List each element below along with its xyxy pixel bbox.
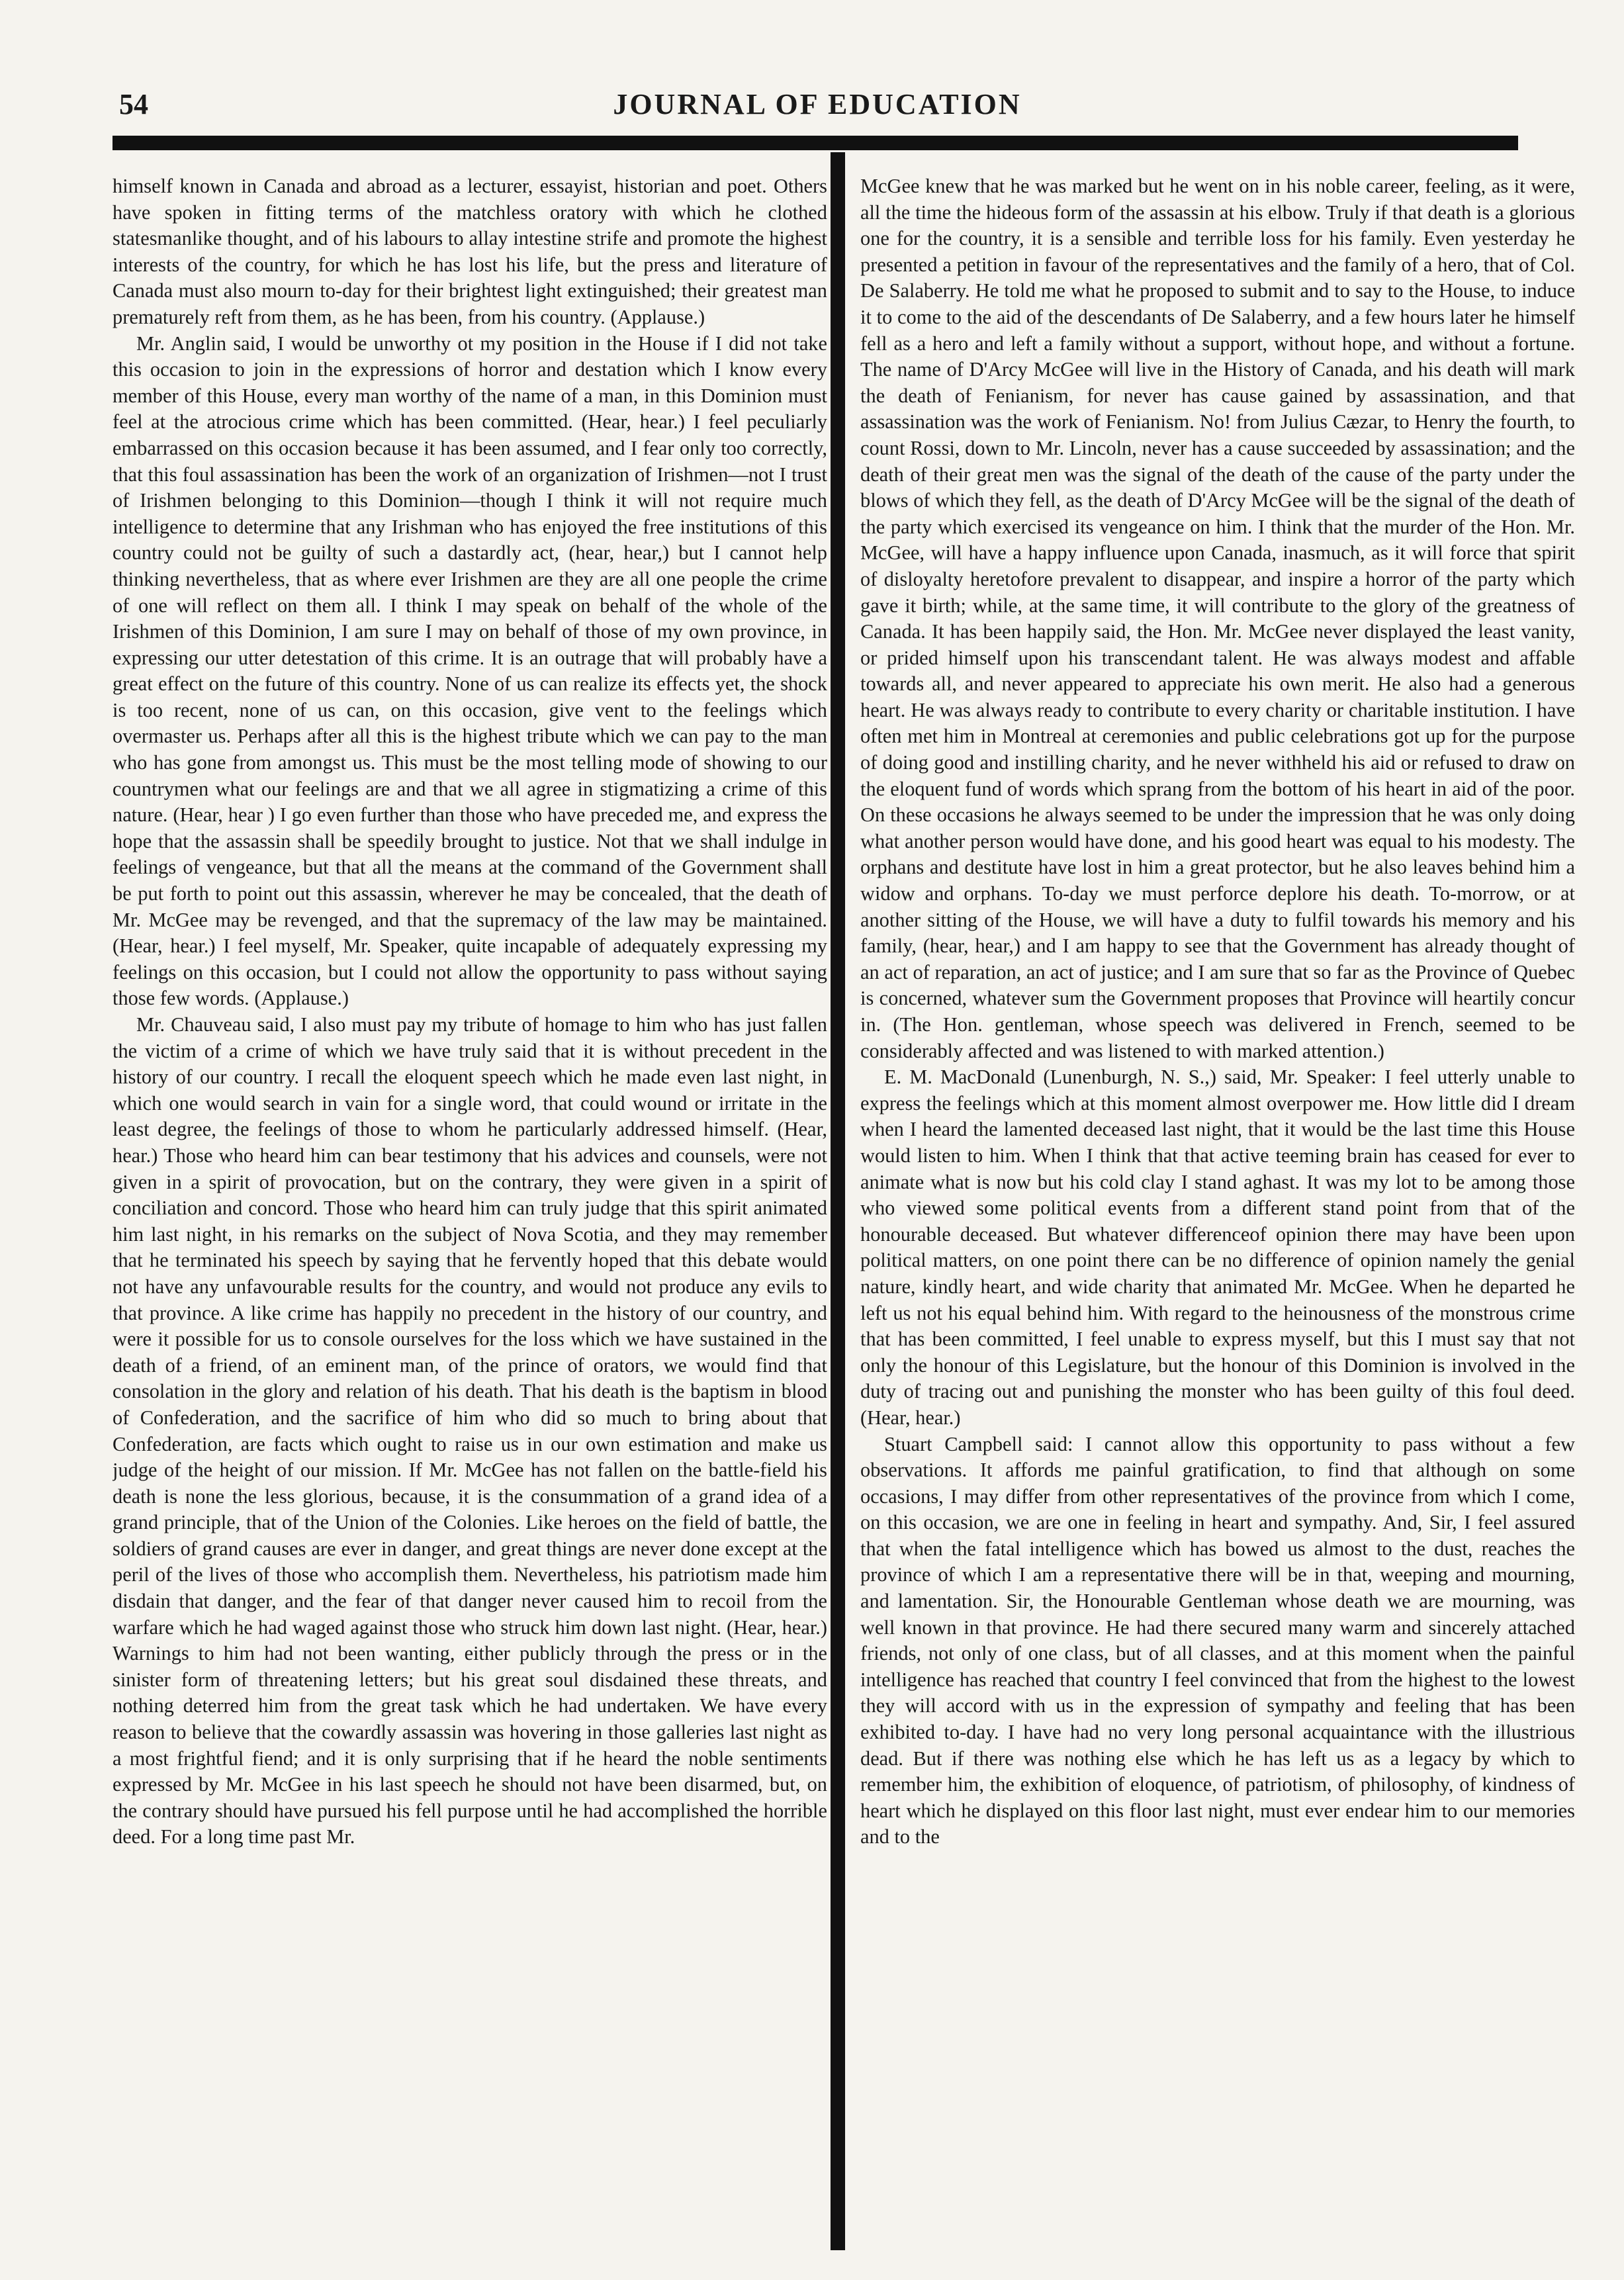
paragraph: E. M. MacDonald (Lunenburgh, N. S.,) said, Mr. Speaker: I feel utterly unable to express the feelings which at this moment almost overpower me. How little did I dream when I heard the lamented deceased last night, that it would be the last time this House would listen to him. When I think that that active teeming brain has ceased for ever to animate what is now but his cold clay I stand aghast. It was my lot to be among those who viewed some political events from a different stand point from that of the honourable deceased. But whatever differenceof opinion there may have been upon political matters, on one point there can be no difference of opinion namely the genial nature, kindly heart, and wide charity that animated Mr. McGee. When he departed he left us not his equal behind him. With regard to the heinousness of the monstrous crime that has been committed, I feel unable to express myself, but this I must say that not only the honour of this Legislature, but the honour of this Dominion is involved in the duty of tracing out and punishing the monster who has been guilty of this foul deed. (Hear, hear.) bbox=[860, 1066, 1575, 1429]
right-column bbox=[860, 173, 1575, 2258]
header-rule bbox=[113, 136, 1518, 150]
paragraph: Mr. Anglin said, I would be unworthy ot my position in the House if I did not take this occasion to join in the expressions of horror and destation which I know every member of this House, every man worthy of the name of a man, in this Dominion must feel at the atrocious crime which has been committed. (Hear, hear.) I feel peculiarly embarrassed on this occasion because it has been assumed, and I fear only too correctly, that this foul assassination has been the work of an organization of Irishmen—not I trust of Irishmen belonging to this Dominion—though I think it will not require much intelligence to determine that any Irishman who has enjoyed the free institutions of this country could not be guilty of such a dastardly act, (hear, hear,) but I cannot help thinking nevertheless, that as where ever Irishmen are they are all one people the crime of one will reflect on them all. I think I may speak on behalf of the whole of the Irishmen of this Dominion, I am sure I may on behalf of those of my own province, in expressing our utter detestation of this crime. It is an outrage that will probably have a great effect on the future of this country. None of us can realize its effects yet, the shock is too recent, none of us can, on this occasion, give vent to the feelings which overmaster us. Perhaps after all this is the highest tribute which we can pay to the man who has gone from amongst us. This must be the most telling mode of showing to our countrymen what our feelings are and that we all agree in stigmatizing a crime of this nature. (Hear, hear ) I go even further than those who have preceded me, and express the hope that the assassin shall be speedily brought to justice. Not that we shall indulge in feelings of vengeance, but that all the means at the command of the Government shall be put forth to point out this assassin, wherever he may be concealed, that the death of Mr. McGee may be revenged, and that the supremacy of the law may be maintained. (Hear, hear.) I feel myself, Mr. Speaker, quite incapable of adequately expressing my feelings on this occasion, but I could not allow the opportunity to pass without saying those few words. (Applause.) bbox=[113, 332, 827, 1010]
paragraph: Stuart Campbell said: I cannot allow this opportunity to pass without a few observations. It affords me painful gratification, to find that although on some occasions, I may differ from other representatives of the province from which I come, on this occasion, we are one in feeling in heart and sympathy. And, Sir, I feel assured that when the fatal intelligence which has bowed us almost to the dust, reaches the province of which I am a representative there will be in that, weeping and mourning, and lamentation. Sir, the Honourable Gentleman whose death we are mourning, was well known in that province. He had there secured many warm and sincerely attached friends, not only of one class, but of all classes, and at this moment when the painful intelligence has reached that country I feel convinced that from the highest to the lowest they will accord with us in the expression of sympathy and feeling that has been exhibited to-day. I have had no very long personal acquaintance with the illustrious dead. But if there was nothing else which he has left us as a legacy by which to remember him, the exhibition of eloquence, of patriotism, of philosophy, of kindness of heart which he displayed on this floor last night, must ever endear him to our memories and to the bbox=[860, 1432, 1575, 1848]
paragraph: McGee knew that he was marked but he went on in his noble career, feeling, as it were, all the time the hideous form of the assassin at his elbow. Truly if that death is a glorious one for the country, it is a sensible and terrible loss for his family. Even yesterday he presented a petition in favour of the representatives and the family of a hero, that of Col. De Salaberry. He told me what he proposed to submit and to say to the House, to induce it to come to the aid of the descendants of De Salaberry, and a few hours later he himself fell as a hero and left a family without a support, without hope, and without a fortune. The name of D'Arcy McGee will live in the History of Canada, and his death will mark the death of Fenianism, for never has cause gained by assassination, and that assassination was the work of Fenianism. No! from Julius Cæzar, to Henry the fourth, to count Rossi, down to Mr. Lincoln, never has a cause succeeded by assassination; and the death of their great men was the signal of the death of the cause of the party under the blows of which they fell, as the death of D'Arcy McGee will be the signal of the death of the party which exercised its vengeance on him. I think that the murder of the Hon. Mr. McGee, will have a happy influence upon Canada, inasmuch, as it will force that spirit of disloyalty heretofore prevalent to disappear, and inspire a horror of the party which gave it birth; while, at the same time, it will contribute to the glory of the greatness of Canada. It has been happily said, the Hon. Mr. McGee never displayed the least vanity, or prided himself upon his transcendant talent. He was always modest and affable towards all, and never appeared to appreciate his own merit. He also had a generous heart. He was always ready to contribute to every charity or charitable institution. I have often met him in Montreal at ceremonies and public celebrations got up for the purpose of doing good and instilling charity, and he never withheld his aid or refused to draw on the eloquent fund of words which sprang from the bottom of his heart in aid of the poor. On these occasions he always seemed to be under the impression that he was only doing what another person would have done, and his good heart was equal to his modesty. The orphans and destitute have lost in him a great protector, but he also leaves behind him a widow and orphans. To-day we must perforce deplore his death. To-morrow, or at another sitting of the House, we will have a duty to fulfil towards his memory and his family, (hear, hear,) and I am happy to see that the Government has already thought of an act of reparation, an act of justice; and I am sure that so far as the Province of Quebec is concerned, whatever sum the Government proposes that Province will heartily concur in. (The Hon. gentleman, whose speech was delivered in French, seemed to be considerably affected and was listened to with marked attention.) bbox=[860, 175, 1575, 1062]
page-header bbox=[119, 87, 1515, 127]
column-divider bbox=[831, 152, 845, 2250]
left-column bbox=[113, 173, 827, 2258]
paragraph: himself known in Canada and abroad as a lecturer, essayist, historian and poet. Others have spoken in fitting terms of the matchless oratory with which he clothed statesmanlike thought, and of his labours to allay intestine strife and promote the highest interests of the country, for which he has lost his life, but the press and literature of Canada must also mourn to-day for their brightest light extinguished; their greatest man prematurely reft from them, as he has been, from his country. (Applause.) bbox=[113, 175, 827, 328]
paragraph: Mr. Chauveau said, I also must pay my tribute of homage to him who has just fallen the victim of a crime of which we have truly said that it is without precedent in the history of our country. I recall the eloquent speech which he made even last night, in which one would search in vain for a single word, that could wound or irritate in the least degree, the feelings of those to whom he particularly addressed himself. (Hear, hear.) Those who heard him can bear testimony that his advices and counsels, were not given in a spirit of provocation, but on the contrary, they were given in a spirit of conciliation and concord. Those who heard him can truly judge that this spirit animated him last night, in his remarks on the subject of Nova Scotia, and they may remember that he terminated his speech by saying that he fervently hoped that this debate would not have any unfavourable results for the country, and would not produce any evils to that province. A like crime has happily no precedent in the history of our country, and were it possible for us to console ourselves for the loss which we have sustained in the death of a friend, of an eminent man, of the prince of orators, we would find that consolation in the glory and relation of his death. That his death is the baptism in blood of Confederation, and the sacrifice of him who did so much to bring about that Confederation, are facts which ought to raise us in our own estimation and make us judge of the height of our mission. If Mr. McGee has not fallen on the battle-field his death is none the less glorious, because, it is the consummation of a grand idea of a grand principle, that of the Union of the Colonies. Like heroes on the field of battle, the soldiers of grand causes are ever in danger, and great things are never done except at the peril of the lives of those who accomplish them. Nevertheless, his patriotism made him disdain that danger, and the fear of that danger never caused him to recoil from the warfare which he had waged against those who struck him down last night. (Hear, hear.) Warnings to him had not been wanting, either publicly through the press or in the sinister form of threatening letters; but his great soul disdained these threats, and nothing deterred him from the great task which he had undertaken. We have every reason to believe that the cowardly assassin was hovering in those galleries last night as a most frightful fiend; and it is only surprising that if he heard the noble sentiments expressed by Mr. McGee in his last speech he should not have been disarmed, but, on the contrary should have pursued his fell purpose until he had accomplished the horrible deed. For a long time past Mr. bbox=[113, 1013, 827, 1848]
running-head: JOURNAL OF EDUCATION bbox=[613, 88, 1022, 120]
page-number: 54 bbox=[119, 88, 148, 120]
